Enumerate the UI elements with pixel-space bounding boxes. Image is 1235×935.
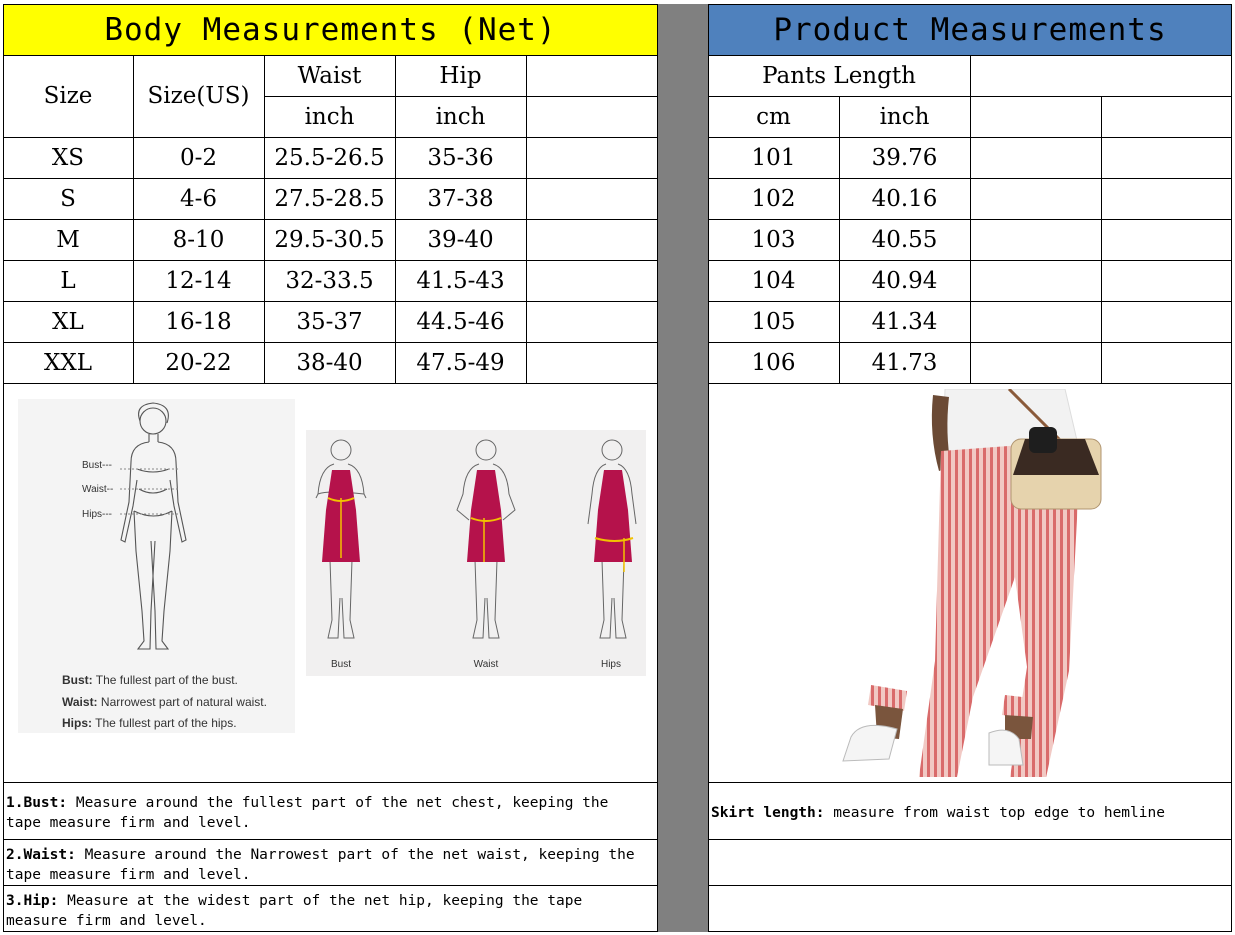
legend-bust-term: Bust:: [62, 673, 93, 687]
note-waist: [6, 845, 651, 885]
note-bust-text: Measure around the fullest part of the net chest, keeping the tape measure firm and level.: [6, 795, 609, 831]
col-header-hip: Hip: [439, 62, 482, 89]
legend-hips-term: Hips:: [62, 716, 92, 730]
table-cell-inch: 40.94: [871, 267, 938, 294]
note-waist-term: 2.Waist:: [6, 847, 76, 863]
waist-tag-label: Waist--: [82, 484, 114, 495]
table-cell-waist: 32-33.5: [285, 267, 374, 294]
dress-measure-figure: [306, 430, 646, 676]
legend-hips: [62, 716, 237, 730]
legend-hips-desc: The fullest part of the hips.: [95, 716, 237, 730]
unit-cm: cm: [756, 103, 791, 130]
table-cell-hip: 44.5-46: [416, 308, 505, 335]
body-diagram-figure: [18, 399, 295, 733]
dress-caption-waist: Waist: [473, 659, 499, 670]
table-cell-hip: 35-36: [427, 144, 494, 171]
col-header-size: Size: [43, 83, 93, 109]
table-cell-hip: 37-38: [427, 185, 494, 212]
col-header-pants-length: Pants Length: [762, 62, 916, 89]
table-cell-cm: 102: [751, 185, 796, 212]
table-cell-inch: 40.55: [871, 226, 938, 253]
table-cell-inch: 39.76: [871, 144, 938, 171]
note-skirt-text: measure from waist top edge to hemline: [824, 805, 1165, 821]
table-cell-inch: 41.34: [871, 308, 938, 335]
note-hip-text: Measure at the widest part of the net hip, keeping the tape measure firm and level.: [6, 893, 583, 929]
table-cell-size: XS: [51, 144, 85, 171]
table-cell-cm: 104: [751, 267, 796, 294]
unit-hip: inch: [435, 103, 486, 130]
note-skirt-length: [711, 803, 1226, 823]
note-waist-text: Measure around the Narrowest part of the net waist, keeping the tape measure firm and level.: [6, 847, 635, 883]
table-cell-us: 16-18: [165, 308, 232, 335]
legend-waist: [62, 695, 267, 709]
dress-caption-hips: Hips: [600, 659, 621, 670]
table-cell-us: 12-14: [165, 267, 232, 294]
legend-waist-desc: Narrowest part of natural waist.: [100, 695, 267, 709]
table-cell-us: 8-10: [172, 226, 225, 253]
unit-inch: inch: [879, 103, 930, 130]
legend-bust-desc: The fullest part of the bust.: [95, 673, 238, 687]
striped-pants-illustration: [815, 389, 1115, 777]
table-cell-waist: 27.5-28.5: [274, 185, 385, 212]
hips-tag-label: Hips---: [82, 509, 112, 520]
table-cell-size: L: [60, 267, 76, 294]
product-photo: [815, 389, 1115, 777]
table-cell-hip: 39-40: [427, 226, 494, 253]
bust-tag-label: Bust---: [82, 460, 112, 471]
dress-figures-illustration: [306, 430, 646, 676]
table-cell-cm: 106: [751, 349, 796, 376]
note-hip: [6, 891, 651, 931]
body-table-title: Body Measurements (Net): [104, 11, 557, 48]
divider-column: [658, 4, 708, 932]
dress-caption-bust: Bust: [330, 659, 351, 670]
table-cell-us: 20-22: [165, 349, 232, 376]
table-cell-us: 4-6: [179, 185, 218, 212]
table-cell-waist: 38-40: [296, 349, 363, 376]
table-cell-hip: 41.5-43: [416, 267, 505, 294]
table-cell-cm: 105: [751, 308, 796, 335]
unit-waist: inch: [304, 103, 355, 130]
legend-bust: [62, 673, 238, 687]
note-bust: [6, 793, 651, 833]
table-cell-size: M: [56, 226, 80, 253]
note-skirt-term: Skirt length:: [711, 805, 825, 821]
note-hip-term: 3.Hip:: [6, 893, 59, 909]
table-cell-size: S: [60, 185, 76, 212]
legend-waist-term: Waist:: [62, 695, 98, 709]
table-cell-waist: 29.5-30.5: [274, 226, 385, 253]
table-cell-size: XL: [52, 308, 84, 335]
table-cell-inch: 40.16: [871, 185, 938, 212]
table-cell-waist: 25.5-26.5: [274, 144, 385, 171]
table-cell-size: XXL: [43, 349, 93, 376]
table-cell-waist: 35-37: [296, 308, 363, 335]
table-cell-hip: 47.5-49: [416, 349, 505, 376]
col-header-size-us: Size(US): [147, 83, 250, 109]
table-cell-cm: 101: [751, 144, 796, 171]
col-header-waist: Waist: [297, 62, 362, 89]
table-cell-inch: 41.73: [871, 349, 938, 376]
product-table-title: Product Measurements: [773, 11, 1167, 48]
table-cell-us: 0-2: [179, 144, 218, 171]
table-cell-cm: 103: [751, 226, 796, 253]
note-bust-term: 1.Bust:: [6, 795, 68, 811]
